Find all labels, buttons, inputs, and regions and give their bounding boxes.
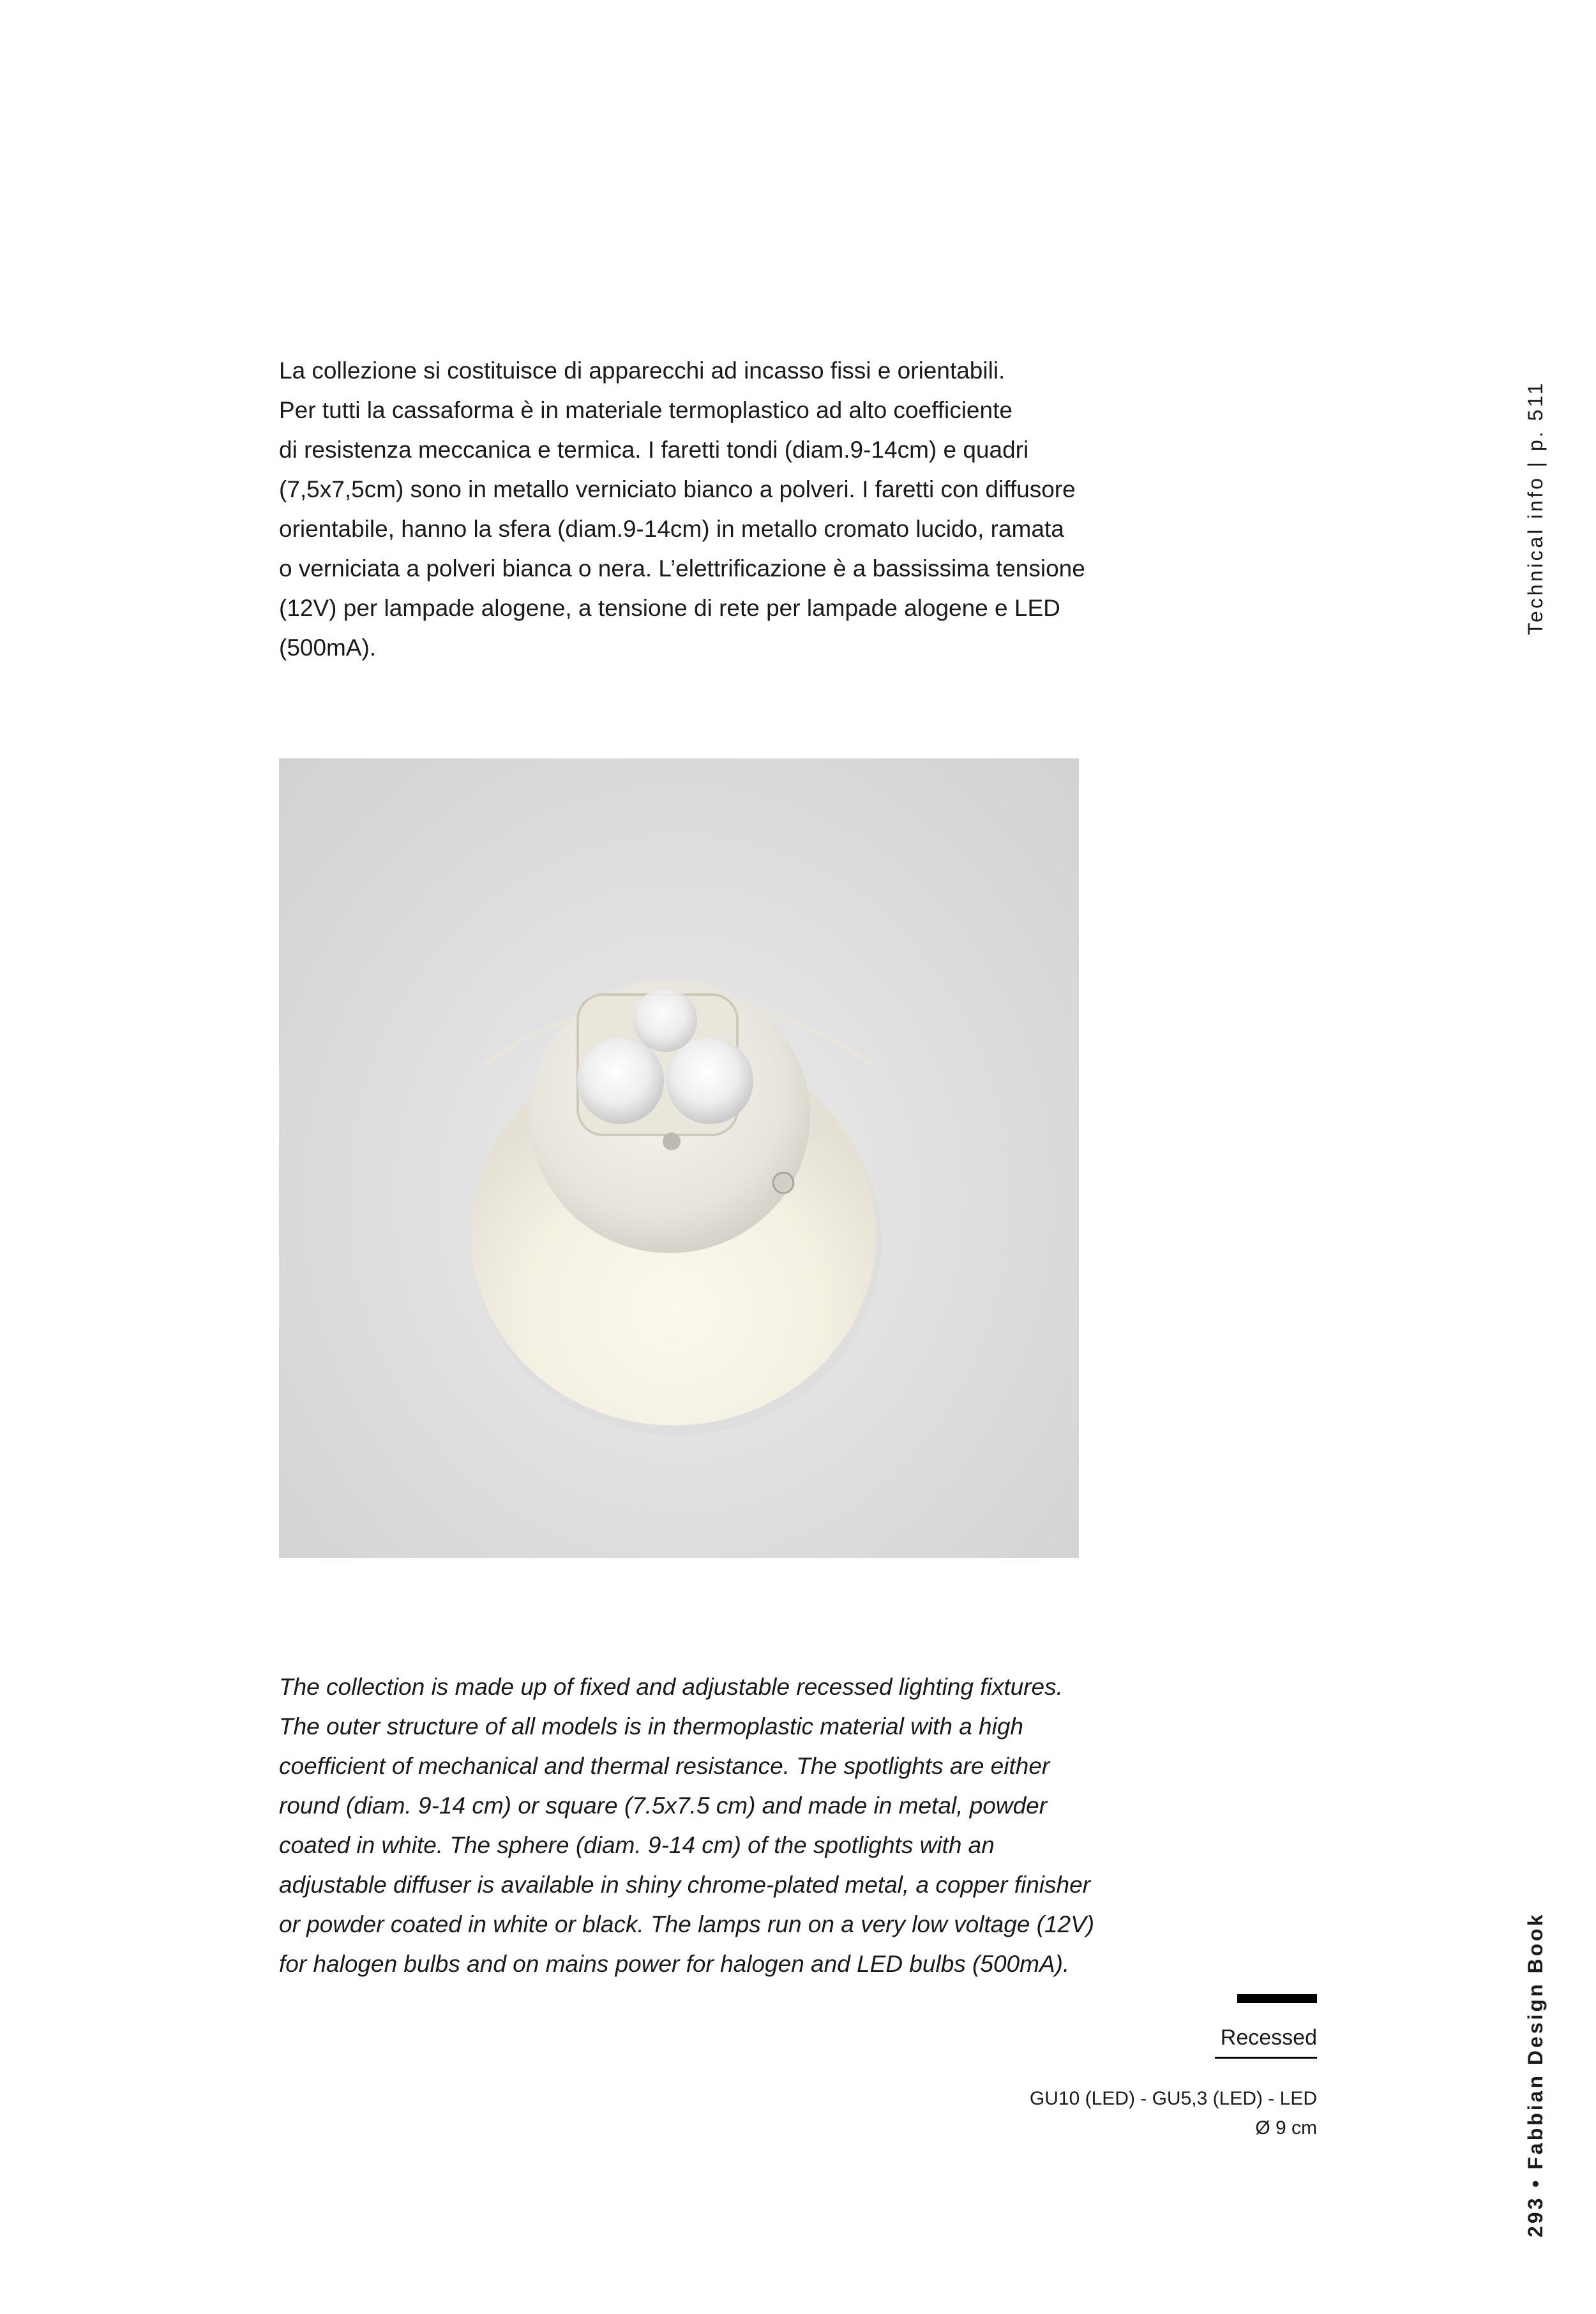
led-lens-top (633, 988, 697, 1052)
en-line: coated in white. The sphere (diam. 9-14 cm) of the spotlights with an (279, 1832, 995, 1858)
category-marker-bar (1237, 1994, 1317, 2003)
led-lens-right (666, 1037, 753, 1124)
product-photo (279, 758, 1079, 1558)
english-description (279, 1667, 1224, 1984)
it-line: (7,5x7,5cm) sono in metallo verniciato bianco a polveri. I faretti con diffusore (279, 476, 1076, 502)
it-line: Per tutti la cassaforma è in materiale termoplastico ad alto coefficiente (279, 397, 1013, 423)
it-line: di resistenza meccanica e termica. I faretti tondi (diam.9-14cm) e quadri (279, 437, 1029, 463)
en-line: The collection is made up of fixed and adjustable recessed lighting fixtures. (279, 1674, 1063, 1700)
spec-sources: GU10 (LED) - GU5,3 (LED) - LED (1029, 2088, 1317, 2109)
en-line: coefficient of mechanical and thermal resistance. The spotlights are either (279, 1753, 1050, 1779)
technical-info-link[interactable]: Technical info | p. 511 (1524, 380, 1547, 635)
page-footer: 293 • Fabbian Design Book (1524, 1912, 1547, 2237)
it-line: (12V) per lampade alogene, a tensione di rete per lampade alogene e LED (279, 595, 1060, 621)
spec-diameter: Ø 9 cm (1255, 2117, 1317, 2138)
en-line: round (diam. 9-14 cm) or square (7.5x7.5 cm) and made in metal, powder (279, 1792, 1048, 1819)
en-line: for halogen bulbs and on mains power for halogen and LED bulbs (500mA). (279, 1951, 1070, 1977)
adjust-knob (773, 1173, 794, 1193)
italian-description (279, 351, 1192, 668)
en-line: adjustable diffuser is available in shiny chrome-plated metal, a copper finisher (279, 1872, 1091, 1898)
it-line: (500mA). (279, 635, 377, 661)
it-line: La collezione si costituisce di apparecchi ad incasso fissi e orientabili. (279, 357, 1005, 384)
recessed-spotlight-illustration (279, 758, 1079, 1558)
en-line: The outer structure of all models is in thermoplastic material with a high (279, 1713, 1024, 1739)
it-line: orientabile, hanno la sfera (diam.9-14cm) in metallo cromato lucido, ramata (279, 516, 1064, 542)
led-lens-left (577, 1037, 664, 1124)
product-spec (1030, 2084, 1317, 2143)
center-screw (663, 1132, 681, 1150)
category-label: Recessed (1215, 2024, 1317, 2059)
en-line: or powder coated in white or black. The lamps run on a very low voltage (12V) (279, 1911, 1095, 1937)
it-line: o verniciata a polveri bianca o nera. L’elettrificazione è a bassissima tensione (279, 555, 1085, 582)
